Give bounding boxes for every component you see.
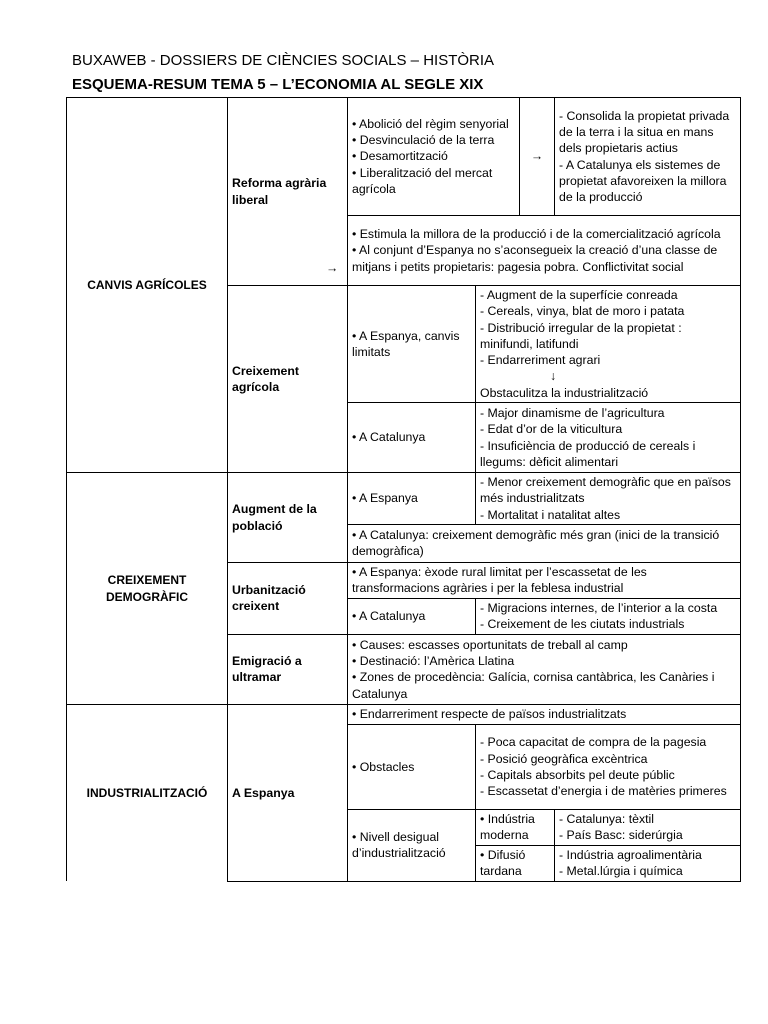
reforma-efectes: • Estimula la millora de la producció i de la comercialització agrícola • Al conjunt d’Espanya no s’aconsegueix la creació d’una classe de mitjans i petits propietaris: pagesia pobra. Conflictivitat social → [348, 216, 741, 286]
arrow-right-icon: → [520, 98, 555, 216]
espanya-canvis-limitats: • A Espanya, canvis limitats [348, 286, 476, 403]
espanya-poblacio-label: • A Espanya [348, 473, 476, 525]
reforma-consequencies: - Consolida la propietat privada de la terra i la situa en mans dels propietaris actius - A Catalunya els sistemes de propietat afavoreixen la millora de la producció [555, 98, 741, 216]
document-title: ESQUEMA-RESUM TEMA 5 – L’ECONOMIA AL SEGLE XIX [72, 76, 484, 93]
catalunya-agricola-label: • A Catalunya [348, 403, 476, 473]
industria-moderna-items: - Catalunya: tèxtil - País Basc: siderúrgia [555, 809, 741, 845]
arrow-right-icon: → [326, 261, 339, 275]
catalunya-urbanitzacio-items: - Migracions internes, de l’interior a la costa - Creixement de les ciutats industrials [476, 598, 741, 634]
endarreriment: • Endarreriment respecte de països industrialitzats [348, 704, 741, 724]
industrial-espanya-label: A Espanya [228, 704, 348, 881]
difusio-tardana-items: - Indústria agroalimentària - Metal.lúrgia i química [555, 845, 741, 881]
espanya-poblacio-items: - Menor creixement demogràfic que en països més industrialitzats - Mortalitat i natalitat altes [476, 473, 741, 525]
catalunya-poblacio: • A Catalunya: creixement demogràfic més gran (inici de la transició demogràfica) [348, 524, 741, 562]
espanya-agricola-items: - Augment de la superfície conreada - Cereals, vinya, blat de moro i patata - Distribució irregular de la propietat : minifundi, latifundi - Endarreriment agrari ↓ Obstaculitza la industrialització [476, 286, 741, 403]
reforma-mesures: • Abolició del règim senyorial • Desvinculació de la terra • Desamortització • Liberalització del mercat agrícola [348, 98, 520, 216]
emigracio-items: • Causes: escasses oportunitats de treball al camp • Destinació: l’Amèrica Llatina • Zones de procedència: Galícia, cornisa cantàbrica, les Canàries i Catalunya [348, 634, 741, 704]
catalunya-agricola-items: - Major dinamisme de l’agricultura - Edat d’or de la viticultura - Insuficiència de producció de cereals i llegums: dèficit alimentari [476, 403, 741, 473]
emigracio-label: Emigració a ultramar [228, 634, 348, 704]
arrow-down-icon: ↓ [550, 369, 557, 384]
creixement-agricola-label: Creixement agrícola [228, 286, 348, 473]
section-creixement-demografic: CREIXEMENT DEMOGRÀFIC [67, 473, 228, 705]
section-canvis-agricoles: CANVIS AGRÍCOLES [67, 98, 228, 473]
section-industrialitzacio: INDUSTRIALITZACIÓ [67, 704, 228, 881]
augment-poblacio-label: Augment de la població [228, 473, 348, 563]
urbanitzacio-label: Urbanització creixent [228, 562, 348, 634]
summary-table [66, 97, 741, 882]
industria-moderna-label: • Indústria moderna [476, 809, 555, 845]
obstacles-label: • Obstacles [348, 724, 476, 809]
catalunya-urbanitzacio-label: • A Catalunya [348, 598, 476, 634]
obstacles-items: - Poca capacitat de compra de la pagesia - Posició geogràfica excèntrica - Capitals absorbits pel deute públic - Escassetat d’energia i de matèries primeres [476, 724, 741, 809]
document-header: BUXAWEB - DOSSIERS DE CIÈNCIES SOCIALS – HISTÒRIA [72, 52, 495, 69]
espanya-urbanitzacio: • A Espanya: èxode rural limitat per l’escassetat de les transformacions agràries i per la feblesa industrial [348, 562, 741, 598]
nivell-desigual-label: • Nivell desigual d’industrialització [348, 809, 476, 881]
difusio-tardana-label: • Difusió tardana [476, 845, 555, 881]
reforma-agraria-label: Reforma agrària liberal [228, 98, 348, 286]
